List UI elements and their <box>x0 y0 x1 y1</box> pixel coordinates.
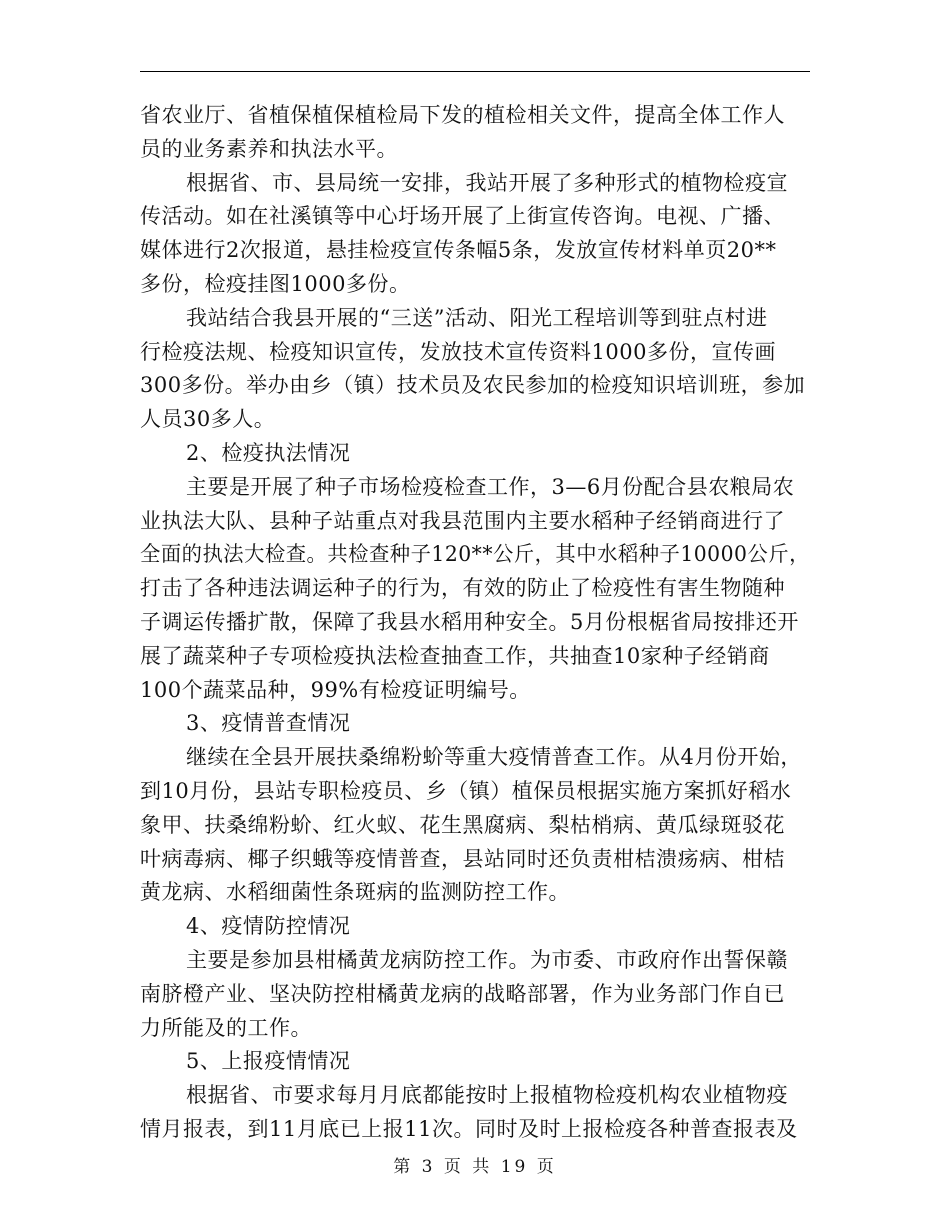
text-line: 情月报表，到11月底已上报11次。同时及时上报检疫各种普查报表及 <box>140 1117 798 1141</box>
text-line: 100个蔬菜品种，99%有检疫证明编号。 <box>140 678 531 702</box>
text-line: 员的业务素养和执法水平。 <box>140 137 398 161</box>
text-line: 根据省、市要求每月月底都能按时上报植物检疫机构农业植物疫 <box>186 1083 788 1107</box>
section-heading: 4、疫情防控情况 <box>186 914 351 938</box>
header-rule <box>140 71 810 72</box>
text-line: 黄龙病、水稻细菌性条斑病的监测防控工作。 <box>140 880 570 904</box>
text-line: 子调运传播扩散，保障了我县水稻用种安全。5月份根椐省局按排还开 <box>140 610 799 634</box>
text-line: 业执法大队、县种子站重点对我县范围内主要水稻种子经销商进行了 <box>140 509 785 533</box>
text-line: 展了蔬菜种子专项检疫执法检查抽查工作，共抽查10家种子经销商 <box>140 644 770 668</box>
text-line: 行检疫法规、检疫知识宣传，发放技术宣传资料1000多份，宣传画 <box>140 340 776 364</box>
section-heading: 2、检疫执法情况 <box>186 441 351 465</box>
text-line: 打击了各种违法调运种子的行为，有效的防止了检疫性有害生物随种 <box>140 576 785 600</box>
text-line: 省农业厅、省植保植保植检局下发的植检相关文件，提高全体工作人 <box>140 103 785 127</box>
text-line: 传活动。如在社溪镇等中心圩场开展了上街宣传咨询。电视、广播、 <box>140 204 785 228</box>
text-line: 叶病毒病、椰子织蛾等疫情普查，县站同时还负责柑桔溃疡病、柑桔 <box>140 847 785 871</box>
text-line: 到10月份，县站专职检疫员、乡（镇）植保员根据实施方案抓好稻水 <box>140 779 792 803</box>
text-line: 继续在全县开展扶桑绵粉蚧等重大疫情普查工作。从4月份开始， <box>186 745 802 769</box>
section-heading: 3、疫情普查情况 <box>186 711 351 735</box>
text-line: 我站结合我县开展的“三送”活动、阳光工程培训等到驻点村进 <box>186 306 768 330</box>
text-line: 多份，检疫挂图1000多份。 <box>140 272 411 296</box>
text-line: 全面的执法大检查。共检查种子120**公斤，其中水稻种子10000公斤， <box>140 542 810 566</box>
page-number: 第 3 页 共 19 页 <box>393 1157 557 1177</box>
text-line: 南脐橙产业、坚决防控柑橘黄龙病的战略部署，作为业务部门作自已 <box>140 982 785 1006</box>
text-line: 象甲、扶桑绵粉蚧、红火蚁、花生黑腐病、梨枯梢病、黄瓜绿斑驳花 <box>140 813 785 837</box>
text-line: 主要是参加县柑橘黄龙病防控工作。为市委、市政府作出誓保赣 <box>186 948 788 972</box>
text-line: 300多份。举办由乡（镇）技术员及农民参加的检疫知识培训班，参加 <box>140 373 806 397</box>
section-heading: 5、上报疫情情况 <box>186 1049 351 1073</box>
text-line: 根据省、市、县局统一安排，我站开展了多种形式的植物检疫宣 <box>186 171 788 195</box>
text-line: 媒体进行2次报道，悬挂检疫宣传条幅5条，发放宣传材料单页20** <box>140 238 777 262</box>
text-line: 主要是开展了种子市场检疫检查工作，3—6月份配合县农粮局农 <box>186 475 795 499</box>
text-line: 力所能及的工作。 <box>140 1016 312 1040</box>
text-line: 人员30多人。 <box>140 407 276 431</box>
